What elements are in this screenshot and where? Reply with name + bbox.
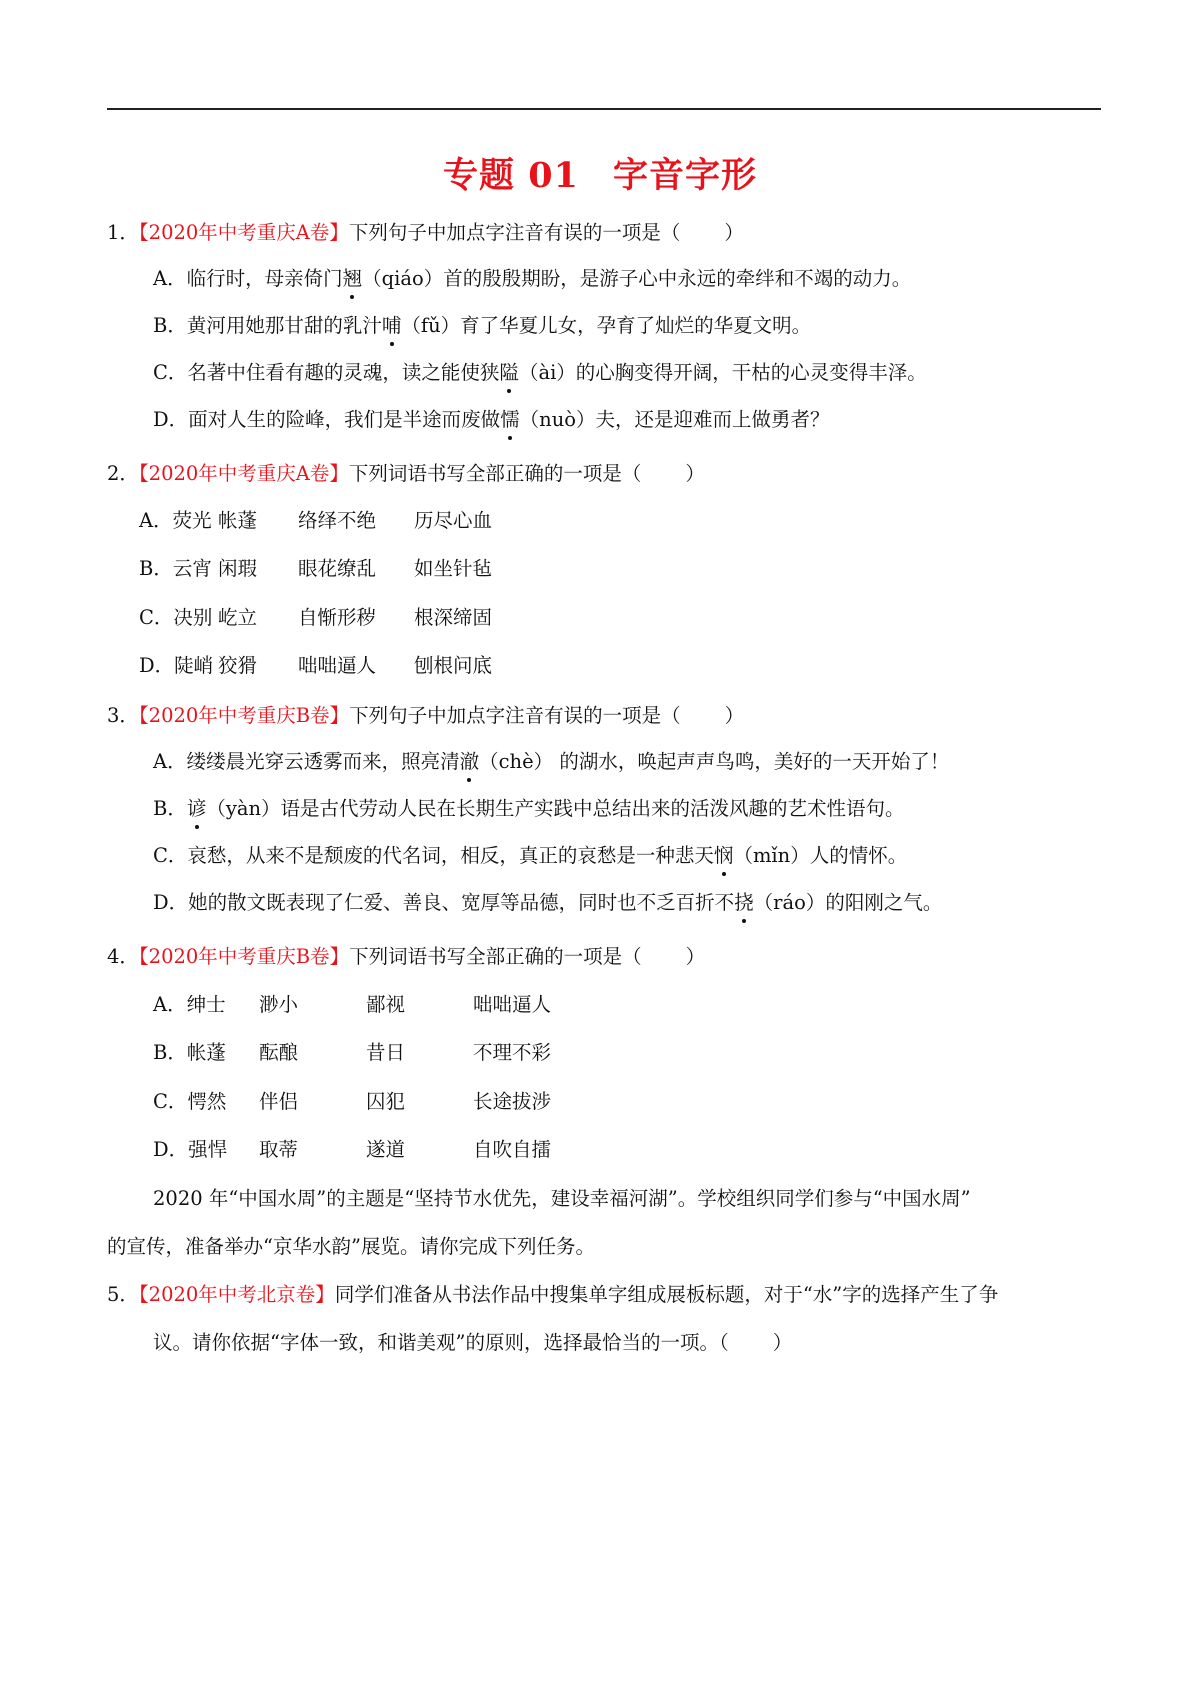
page-title: [0, 148, 1200, 198]
q3-option-b[interactable]: B．谚（yàn）语是古代劳动人民在长期生产实践中总结出来的活泼风趣的艺术性语句。: [153, 797, 905, 820]
emphasis-dot-char: 悯: [713, 844, 734, 867]
title-main: 字音字形: [612, 155, 757, 196]
question-source: 【2020年中考重庆B卷】: [138, 704, 350, 727]
intro-paragraph-line-1: 2020 年“中国水周”的主题是“坚持节水优先，建设幸福河湖”。学校组织同学们参与“中国水周”: [153, 1187, 971, 1210]
emphasis-dot-char: 翘: [342, 267, 363, 290]
intro-paragraph-line-2: 的宣传，准备举办“京华水韵”展览。请你完成下列任务。: [107, 1235, 595, 1258]
question-1-stem: 1．【2020年中考重庆A卷】下列句子中加点字注音有误的一项是（ ）: [107, 221, 744, 244]
header-rule: [107, 108, 1101, 110]
q1-option-d[interactable]: D．面对人生的险峰，我们是半途而废做懦（nuò）夫，还是迎难而上做勇者？: [153, 408, 830, 431]
emphasis-dot-char: 挠: [734, 891, 754, 914]
q4-option-c[interactable]: C．愕然 伴侣 囚犯 长途拔涉: [153, 1090, 552, 1113]
emphasis-dot-char: 谚: [186, 797, 207, 820]
emphasis-dot-char: 懦: [500, 408, 520, 431]
q2-option-c[interactable]: C．决别 屹立 自惭形秽 根深缔固: [139, 606, 493, 629]
q3-option-c[interactable]: C．哀愁，从来不是颓废的代名词，相反，真正的哀愁是一种悲天悯（mǐn）人的情怀。: [153, 844, 908, 867]
q4-option-b[interactable]: B．帐蓬 酝酿 昔日 不理不彩: [153, 1041, 552, 1064]
q2-option-b[interactable]: B．云宵 闲瑕 眼花缭乱 如坐针毡: [139, 557, 493, 580]
q1-option-b[interactable]: B．黄河用她那甘甜的乳汁哺（fǔ）育了华夏儿女，孕育了灿烂的华夏文明。: [153, 314, 812, 337]
emphasis-dot-char: 隘: [499, 361, 519, 384]
question-source: 【2020年中考重庆B卷】: [138, 945, 350, 968]
q4-option-a[interactable]: A．绅士 渺小 鄙视 咄咄逼人: [153, 993, 552, 1016]
emphasis-dot-char: 哺: [381, 314, 402, 337]
question-source: 【2020年中考重庆A卷】: [138, 462, 349, 485]
q1-option-c[interactable]: C．名著中住看有趣的灵魂，读之能使狭隘（ài）的心胸变得开阔，干枯的心灵变得丰泽。: [153, 361, 927, 384]
question-4-stem: 4．【2020年中考重庆B卷】下列词语书写全部正确的一项是（ ）: [107, 945, 706, 968]
question-5-stem-cont: 议。请你依据“字体一致，和谐美观”的原则，选择最恰当的一项。（ ）: [153, 1331, 793, 1354]
q3-option-d[interactable]: D．她的散文既表现了仁爱、善良、宽厚等品德，同时也不乏百折不挠（ráo）的阳刚之气。: [153, 891, 943, 914]
q2-option-d[interactable]: D．陡峭 狡猾 咄咄逼人 刨根问底: [139, 654, 493, 677]
question-2-stem: 2．【2020年中考重庆A卷】下列词语书写全部正确的一项是（ ）: [107, 462, 705, 485]
title-prefix: 专题 01: [443, 155, 579, 196]
q1-option-a[interactable]: A．临行时，母亲倚门翘（qiáo）首的殷殷期盼，是游子心中永远的牵绊和不竭的动力。: [153, 267, 912, 290]
question-3-stem: 3．【2020年中考重庆B卷】下列句子中加点字注音有误的一项是（ ）: [107, 704, 745, 727]
question-source: 【2020年中考北京卷】: [138, 1283, 335, 1306]
emphasis-dot-char: 澈: [459, 750, 480, 773]
question-5-stem: 5．【2020年中考北京卷】同学们准备从书法作品中搜集单字组成展板标题，对于“水”字的选择产生了争: [107, 1283, 999, 1306]
q3-option-a[interactable]: A．缕缕晨光穿云透雾而来，照亮清澈（chè） 的湖水，唤起声声鸟鸣，美好的一天开始了！: [153, 750, 950, 773]
q2-option-a[interactable]: A．荧光 帐蓬 络绎不绝 历尽心血: [139, 509, 493, 532]
question-source: 【2020年中考重庆A卷】: [138, 221, 349, 244]
q4-option-d[interactable]: D．强悍 取蒂 遂道 自吹自擂: [153, 1138, 552, 1161]
